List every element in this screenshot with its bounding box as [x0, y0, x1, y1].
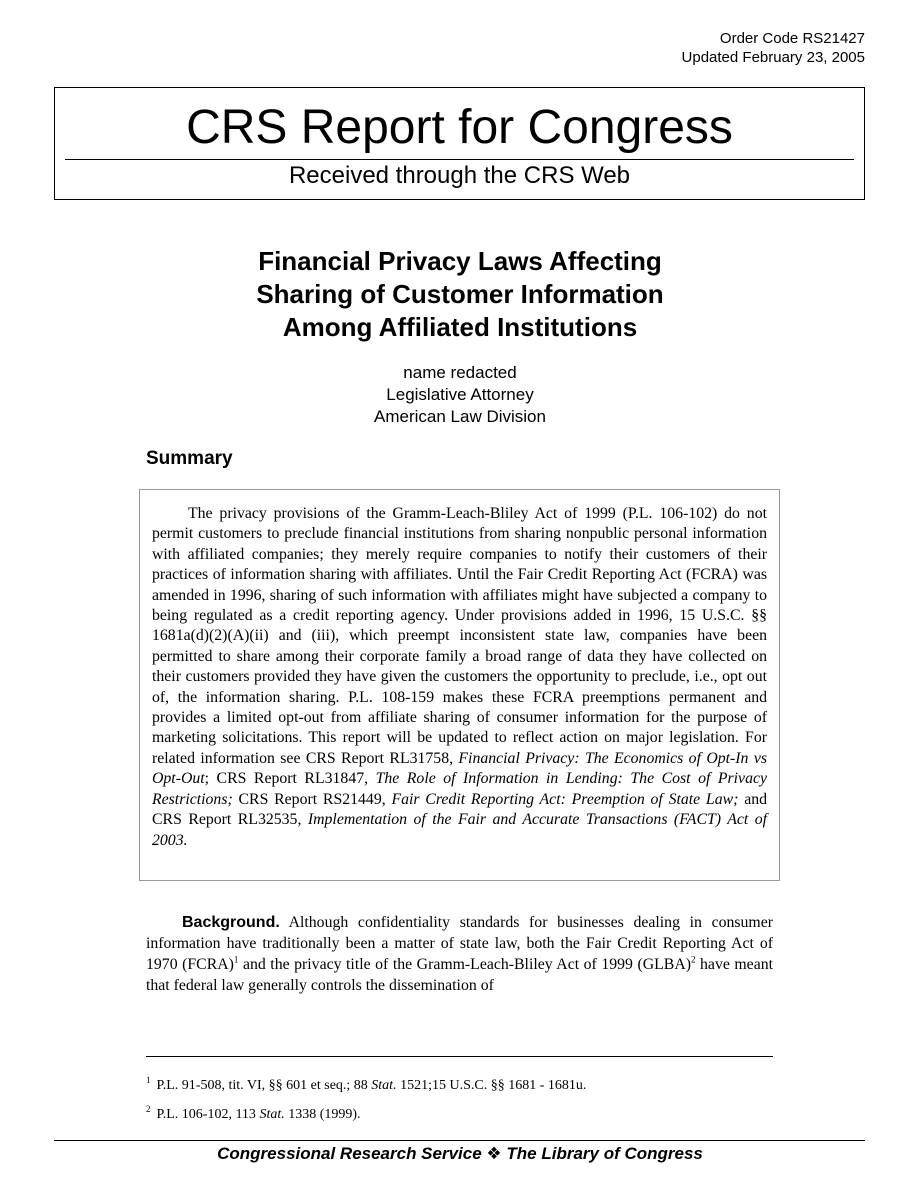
title-line: Among Affiliated Institutions	[282, 312, 638, 342]
footnote-number: 1	[146, 1075, 151, 1086]
background-text: and the privacy title of the Gramm-Leach-Bliley Act of 1999 (GLBA)	[238, 956, 691, 973]
summary-heading: Summary	[146, 448, 233, 469]
footnote-ref[interactable]: 2	[691, 954, 696, 965]
footnote-number: 2	[146, 1104, 151, 1115]
footnote-divider	[146, 1056, 773, 1057]
report-header-subtitle: Received through the CRS Web	[288, 162, 631, 189]
footnote-text: 1338 (1999).	[284, 1107, 361, 1122]
document-title	[0, 245, 920, 344]
updated-date: Updated February 23, 2005	[681, 49, 865, 66]
summary-box	[139, 489, 780, 881]
order-code: Order Code RS21427	[719, 30, 865, 47]
background-text: have meant that federal law generally controls the dissemination of	[146, 956, 773, 994]
title-line: Sharing of Customer Information	[256, 279, 664, 309]
footnote-ref[interactable]: 1	[233, 954, 239, 965]
footnote-1	[146, 1077, 773, 1095]
footer-divider	[54, 1140, 865, 1141]
author-name: name redacted	[403, 363, 517, 382]
author-role: Legislative Attorney	[386, 385, 534, 404]
summary-text-part: and CRS Report RL32535,	[152, 790, 768, 829]
summary-text	[152, 504, 767, 851]
summary-ref-title: Implementation of the Fair and Accurate Transactions (FACT) Act of 2003.	[152, 811, 767, 849]
title-line: Financial Privacy Laws Affecting	[258, 246, 662, 276]
footer-org: Congressional Research Service	[217, 1144, 482, 1163]
footnote-2	[146, 1106, 773, 1124]
author-block	[0, 362, 920, 428]
footnote-text: 1521;15 U.S.C. §§ 1681 - 1681u.	[396, 1078, 587, 1093]
order-code-block	[682, 29, 865, 67]
footnote-italic: Stat.	[371, 1078, 397, 1093]
page-footer	[0, 1143, 920, 1165]
summary-ref-title: The Role of Information in Lending: The Cost of Privacy Restrictions;	[152, 770, 767, 808]
summary-text-part: ; CRS Report RL31847,	[204, 770, 376, 788]
footnote-text: P.L. 91-508, tit. VI, §§ 601 et seq.; 88	[156, 1078, 372, 1093]
summary-ref-title: Financial Privacy: The Economics of Opt-In vs Opt-Out	[152, 749, 767, 788]
report-header-title: CRS Report for Congress	[186, 101, 733, 154]
author-division: American Law Division	[374, 407, 546, 426]
summary-text-part: CRS Report RS21449,	[232, 790, 392, 808]
summary-ref-title: Fair Credit Reporting Act: Preemption of State Law;	[391, 790, 739, 808]
footer-library: The Library of Congress	[506, 1144, 703, 1163]
footnote-italic: Stat.	[259, 1107, 285, 1122]
report-header-box	[54, 87, 865, 200]
background-text: Although confidentiality standards for businesses dealing in consumer information have traditionally been a matter of state law, both the Fair Credit Reporting Act of 1970 (FCRA)	[146, 914, 773, 973]
header-divider	[65, 159, 854, 160]
background-paragraph	[146, 912, 773, 996]
footer-separator-icon: ❖	[486, 1144, 502, 1163]
footnote-text: P.L. 106-102, 113	[156, 1107, 260, 1122]
background-heading: Background.	[182, 914, 280, 931]
summary-text-part: The privacy provisions of the Gramm-Leach-Bliley Act of 1999 (P.L. 106-102) do not permit customers to preclude financial institutions from sharing nonpublic personal information with affiliated companies; they merely require companies to notify their customers of their practices of information sharing with affiliates. Until the Fair Credit Reporting Act (FCRA) was amended in 1996, sharing of such information with affiliates might have subjected a company to being regulated as a credit reporting agency. Under provisions added in 1996, 15 U.S.C. §§ 1681a(d)(2)(A)(ii) and (iii), which preempt inconsistent state law, companies have been permitted to share among their corporate family a broad range of data they have collected on their customers provided they have given the customers the opportunity to preclude, i.e., opt out of, the information sharing. P.L. 108-159 makes these FCRA preemptions permanent and provides a limited opt-out from affiliate sharing of consumer information for the purpose of marketing solicitations. This report will be updated to reflect action on major legislation. For related information see CRS Report RL31758,	[152, 505, 767, 767]
